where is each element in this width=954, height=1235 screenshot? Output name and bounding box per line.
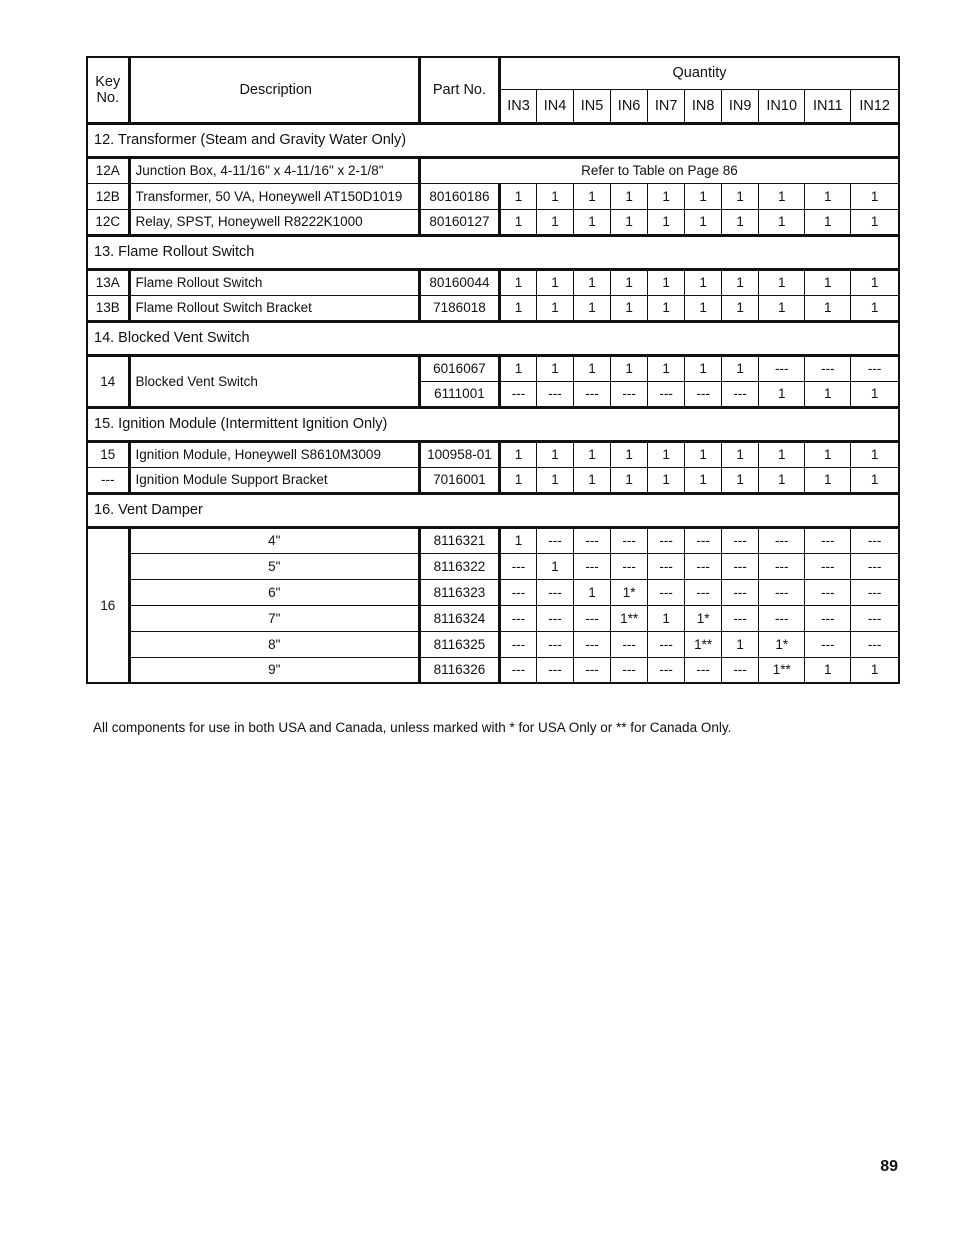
qty-in3: 1 bbox=[499, 269, 536, 295]
qty-in8: 1** bbox=[685, 631, 722, 657]
key-no: 16 bbox=[87, 527, 129, 683]
qty-in4: 1 bbox=[537, 209, 574, 235]
model-header-in3: IN3 bbox=[499, 89, 536, 123]
qty-in5: 1 bbox=[574, 269, 611, 295]
qty-in12: 1 bbox=[851, 441, 899, 467]
qty-in11: --- bbox=[805, 527, 851, 553]
qty-in8: 1 bbox=[685, 355, 722, 381]
description: 9" bbox=[129, 657, 419, 683]
qty-in5: --- bbox=[574, 381, 611, 407]
description: Flame Rollout Switch Bracket bbox=[129, 295, 419, 321]
qty-in12: --- bbox=[851, 605, 899, 631]
qty-in5: --- bbox=[574, 657, 611, 683]
part-no: 80160186 bbox=[419, 183, 499, 209]
table-row bbox=[87, 209, 899, 235]
table-row bbox=[87, 527, 899, 553]
qty-in6: --- bbox=[611, 553, 648, 579]
model-header-in8: IN8 bbox=[685, 89, 722, 123]
qty-in9: 1 bbox=[722, 441, 759, 467]
qty-in7: 1 bbox=[648, 209, 685, 235]
qty-in12: --- bbox=[851, 553, 899, 579]
qty-in9: --- bbox=[722, 657, 759, 683]
qty-in4: --- bbox=[537, 579, 574, 605]
qty-in8: 1 bbox=[685, 467, 722, 493]
qty-in5: 1 bbox=[574, 441, 611, 467]
qty-in3: 1 bbox=[499, 527, 536, 553]
section-title: 16. Vent Damper bbox=[87, 493, 899, 527]
qty-in10: --- bbox=[759, 355, 805, 381]
model-header-in10: IN10 bbox=[759, 89, 805, 123]
qty-in12: 1 bbox=[851, 209, 899, 235]
qty-in12: --- bbox=[851, 355, 899, 381]
qty-in4: 1 bbox=[537, 467, 574, 493]
qty-in5: 1 bbox=[574, 295, 611, 321]
qty-in3: --- bbox=[499, 579, 536, 605]
qty-in4: --- bbox=[537, 381, 574, 407]
qty-in8: 1 bbox=[685, 209, 722, 235]
part-no: 7186018 bbox=[419, 295, 499, 321]
table-body bbox=[87, 123, 899, 683]
key-no: 13A bbox=[87, 269, 129, 295]
description: 5" bbox=[129, 553, 419, 579]
section-title-row bbox=[87, 493, 899, 527]
model-header-in11: IN11 bbox=[805, 89, 851, 123]
qty-in6: --- bbox=[611, 657, 648, 683]
qty-in11: 1 bbox=[805, 657, 851, 683]
qty-in6: 1 bbox=[611, 295, 648, 321]
key-no: 14 bbox=[87, 355, 129, 407]
qty-in11: 1 bbox=[805, 467, 851, 493]
qty-in8: 1* bbox=[685, 605, 722, 631]
qty-in5: --- bbox=[574, 527, 611, 553]
qty-in3: 1 bbox=[499, 209, 536, 235]
qty-in4: 1 bbox=[537, 269, 574, 295]
table-row bbox=[87, 269, 899, 295]
qty-in7: 1 bbox=[648, 467, 685, 493]
qty-in8: --- bbox=[685, 527, 722, 553]
section-title: 14. Blocked Vent Switch bbox=[87, 321, 899, 355]
table-row bbox=[87, 441, 899, 467]
qty-in10: 1 bbox=[759, 183, 805, 209]
qty-in12: 1 bbox=[851, 183, 899, 209]
qty-in4: 1 bbox=[537, 441, 574, 467]
description: 8" bbox=[129, 631, 419, 657]
qty-in6: --- bbox=[611, 381, 648, 407]
section-title: 13. Flame Rollout Switch bbox=[87, 235, 899, 269]
qty-in8: 1 bbox=[685, 295, 722, 321]
qty-in12: --- bbox=[851, 579, 899, 605]
qty-in10: 1 bbox=[759, 467, 805, 493]
qty-in3: --- bbox=[499, 553, 536, 579]
table-row bbox=[87, 631, 899, 657]
qty-in11: 1 bbox=[805, 269, 851, 295]
qty-in11: 1 bbox=[805, 183, 851, 209]
description: Flame Rollout Switch bbox=[129, 269, 419, 295]
table-row bbox=[87, 579, 899, 605]
table-row bbox=[87, 157, 899, 183]
qty-in9: 1 bbox=[722, 209, 759, 235]
qty-in11: --- bbox=[805, 355, 851, 381]
part-no: 8116322 bbox=[419, 553, 499, 579]
cross-reference-note: Refer to Table on Page 86 bbox=[419, 157, 899, 183]
key-no: 13B bbox=[87, 295, 129, 321]
table-row bbox=[87, 605, 899, 631]
key-no: 12B bbox=[87, 183, 129, 209]
part-no: 6016067 bbox=[419, 355, 499, 381]
table-row bbox=[87, 553, 899, 579]
qty-in3: 1 bbox=[499, 183, 536, 209]
qty-in4: --- bbox=[537, 631, 574, 657]
qty-in6: 1** bbox=[611, 605, 648, 631]
qty-in7: --- bbox=[648, 381, 685, 407]
qty-in10: 1 bbox=[759, 295, 805, 321]
qty-in5: 1 bbox=[574, 355, 611, 381]
section-title-row bbox=[87, 235, 899, 269]
model-header-in5: IN5 bbox=[574, 89, 611, 123]
qty-in11: 1 bbox=[805, 295, 851, 321]
qty-in3: --- bbox=[499, 631, 536, 657]
qty-in12: --- bbox=[851, 631, 899, 657]
qty-in9: --- bbox=[722, 605, 759, 631]
qty-in4: --- bbox=[537, 657, 574, 683]
part-no: 8116321 bbox=[419, 527, 499, 553]
qty-in7: --- bbox=[648, 553, 685, 579]
qty-in8: --- bbox=[685, 579, 722, 605]
qty-in3: --- bbox=[499, 605, 536, 631]
description: Transformer, 50 VA, Honeywell AT150D1019 bbox=[129, 183, 419, 209]
qty-in8: --- bbox=[685, 553, 722, 579]
qty-in11: 1 bbox=[805, 209, 851, 235]
qty-in7: 1 bbox=[648, 441, 685, 467]
qty-in11: 1 bbox=[805, 441, 851, 467]
qty-in7: 1 bbox=[648, 355, 685, 381]
description-header: Description bbox=[129, 57, 419, 123]
qty-in4: --- bbox=[537, 605, 574, 631]
model-header-in7: IN7 bbox=[648, 89, 685, 123]
qty-in7: --- bbox=[648, 579, 685, 605]
qty-in4: 1 bbox=[537, 183, 574, 209]
key-no: 12A bbox=[87, 157, 129, 183]
qty-in10: 1 bbox=[759, 441, 805, 467]
qty-in9: --- bbox=[722, 527, 759, 553]
qty-in9: 1 bbox=[722, 467, 759, 493]
qty-in11: --- bbox=[805, 605, 851, 631]
qty-in12: 1 bbox=[851, 269, 899, 295]
key-no: 12C bbox=[87, 209, 129, 235]
description: 6" bbox=[129, 579, 419, 605]
qty-in3: 1 bbox=[499, 441, 536, 467]
qty-in10: --- bbox=[759, 605, 805, 631]
qty-in10: 1** bbox=[759, 657, 805, 683]
description: 7" bbox=[129, 605, 419, 631]
qty-in7: 1 bbox=[648, 269, 685, 295]
part-no: 8116325 bbox=[419, 631, 499, 657]
qty-in6: 1 bbox=[611, 183, 648, 209]
part-no-header: Part No. bbox=[419, 57, 499, 123]
description: Blocked Vent Switch bbox=[129, 355, 419, 407]
qty-in8: 1 bbox=[685, 183, 722, 209]
section-title-row bbox=[87, 321, 899, 355]
table-row bbox=[87, 657, 899, 683]
section-title: 12. Transformer (Steam and Gravity Water Only) bbox=[87, 123, 899, 157]
qty-in6: 1 bbox=[611, 269, 648, 295]
qty-in12: 1 bbox=[851, 467, 899, 493]
qty-in10: --- bbox=[759, 553, 805, 579]
qty-in11: 1 bbox=[805, 381, 851, 407]
qty-in10: --- bbox=[759, 579, 805, 605]
qty-in9: 1 bbox=[722, 295, 759, 321]
section-title-row bbox=[87, 407, 899, 441]
qty-in8: 1 bbox=[685, 269, 722, 295]
part-no: 8116323 bbox=[419, 579, 499, 605]
qty-in10: 1 bbox=[759, 381, 805, 407]
qty-in10: --- bbox=[759, 527, 805, 553]
qty-in6: 1* bbox=[611, 579, 648, 605]
qty-in6: --- bbox=[611, 631, 648, 657]
part-no: 80160044 bbox=[419, 269, 499, 295]
model-header-in12: IN12 bbox=[851, 89, 899, 123]
qty-in5: --- bbox=[574, 605, 611, 631]
quantity-header: Quantity bbox=[499, 57, 899, 89]
part-no: 6111001 bbox=[419, 381, 499, 407]
qty-in12: 1 bbox=[851, 657, 899, 683]
qty-in6: 1 bbox=[611, 355, 648, 381]
model-header-in6: IN6 bbox=[611, 89, 648, 123]
qty-in8: --- bbox=[685, 381, 722, 407]
qty-in3: --- bbox=[499, 381, 536, 407]
qty-in9: --- bbox=[722, 381, 759, 407]
qty-in3: 1 bbox=[499, 355, 536, 381]
qty-in9: 1 bbox=[722, 355, 759, 381]
qty-in12: 1 bbox=[851, 295, 899, 321]
part-no: 8116324 bbox=[419, 605, 499, 631]
description: Relay, SPST, Honeywell R8222K1000 bbox=[129, 209, 419, 235]
model-header-in9: IN9 bbox=[722, 89, 759, 123]
qty-in11: --- bbox=[805, 553, 851, 579]
description: 4" bbox=[129, 527, 419, 553]
qty-in5: 1 bbox=[574, 209, 611, 235]
footnote: All components for use in both USA and Canada, unless marked with * for USA Only or ** for Canada Only. bbox=[93, 720, 732, 735]
qty-in3: 1 bbox=[499, 295, 536, 321]
qty-in5: 1 bbox=[574, 467, 611, 493]
qty-in5: 1 bbox=[574, 183, 611, 209]
qty-in12: --- bbox=[851, 527, 899, 553]
model-header-in4: IN4 bbox=[537, 89, 574, 123]
qty-in7: 1 bbox=[648, 605, 685, 631]
table-row bbox=[87, 183, 899, 209]
qty-in3: --- bbox=[499, 657, 536, 683]
part-no: 7016001 bbox=[419, 467, 499, 493]
table-row bbox=[87, 295, 899, 321]
qty-in7: --- bbox=[648, 527, 685, 553]
qty-in10: 1 bbox=[759, 209, 805, 235]
part-no: 100958-01 bbox=[419, 441, 499, 467]
table-row bbox=[87, 355, 899, 381]
qty-in4: 1 bbox=[537, 355, 574, 381]
qty-in7: 1 bbox=[648, 295, 685, 321]
qty-in6: 1 bbox=[611, 209, 648, 235]
qty-in11: --- bbox=[805, 579, 851, 605]
table-row bbox=[87, 467, 899, 493]
qty-in5: --- bbox=[574, 631, 611, 657]
key-no: 15 bbox=[87, 441, 129, 467]
description: Junction Box, 4-11/16" x 4-11/16" x 2-1/8" bbox=[129, 157, 419, 183]
qty-in9: 1 bbox=[722, 183, 759, 209]
qty-in7: --- bbox=[648, 657, 685, 683]
part-no: 80160127 bbox=[419, 209, 499, 235]
key-no-header: Key No. bbox=[87, 57, 129, 123]
qty-in6: 1 bbox=[611, 467, 648, 493]
qty-in9: 1 bbox=[722, 269, 759, 295]
description: Ignition Module, Honeywell S8610M3009 bbox=[129, 441, 419, 467]
qty-in11: --- bbox=[805, 631, 851, 657]
qty-in10: 1* bbox=[759, 631, 805, 657]
part-no: 8116326 bbox=[419, 657, 499, 683]
qty-in10: 1 bbox=[759, 269, 805, 295]
parts-table bbox=[86, 56, 900, 684]
qty-in4: 1 bbox=[537, 553, 574, 579]
qty-in3: 1 bbox=[499, 467, 536, 493]
qty-in5: --- bbox=[574, 553, 611, 579]
key-no: --- bbox=[87, 467, 129, 493]
qty-in8: --- bbox=[685, 657, 722, 683]
qty-in7: --- bbox=[648, 631, 685, 657]
qty-in7: 1 bbox=[648, 183, 685, 209]
qty-in5: 1 bbox=[574, 579, 611, 605]
description: Ignition Module Support Bracket bbox=[129, 467, 419, 493]
page-number: 89 bbox=[880, 1158, 898, 1175]
qty-in6: 1 bbox=[611, 441, 648, 467]
section-title-row bbox=[87, 123, 899, 157]
qty-in6: --- bbox=[611, 527, 648, 553]
section-title: 15. Ignition Module (Intermittent Ignition Only) bbox=[87, 407, 899, 441]
qty-in9: --- bbox=[722, 553, 759, 579]
qty-in4: --- bbox=[537, 527, 574, 553]
qty-in4: 1 bbox=[537, 295, 574, 321]
qty-in8: 1 bbox=[685, 441, 722, 467]
qty-in9: 1 bbox=[722, 631, 759, 657]
qty-in9: --- bbox=[722, 579, 759, 605]
qty-in12: 1 bbox=[851, 381, 899, 407]
